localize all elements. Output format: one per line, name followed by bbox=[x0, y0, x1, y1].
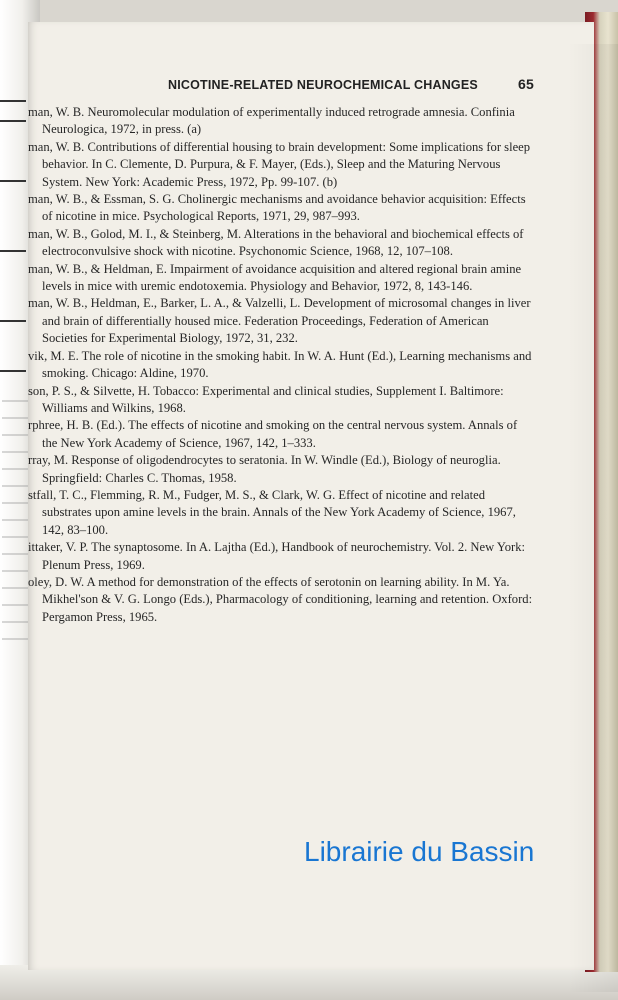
reference-entry: man, W. B. Contributions of differential housing to brain development: Some implications for sleep behavior. In C. Clemente, D. Purpura, & F. Mayer, (Eds.), Sleep and the Maturing Nervous System. New York: Academic Press, 1972, Pp. 99-107. (b) bbox=[28, 139, 531, 189]
reference-entry: man, W. B., & Heldman, E. Impairment of avoidance acquisition and altered regional brain amine levels in mice with uremic endotoxemia. Physiology and Behavior, 1972, 8, 143-146. bbox=[28, 261, 522, 294]
reference-entry: oley, D. W. A method for demonstration of the effects of serotonin on learning ability. In M. Ya. Mikhel'son & V. G. Longo (Eds.), Pharmacology of conditioning, learning and retention. Oxford: Pergamon Press, 1965. bbox=[28, 574, 533, 624]
watermark-text: Librairie du Bassin bbox=[304, 836, 535, 867]
reference-entry: stfall, T. C., Flemming, R. M., Fudger, M. S., & Clark, W. G. Effect of nicotine and related substrates upon amine levels in the brain. Annals of the New York Academy of Science, 1967, 142, 83–100. bbox=[28, 487, 516, 537]
running-title: NICOTINE-RELATED NEUROCHEMICAL CHANGES bbox=[168, 78, 478, 92]
reference-entry: son, P. S., & Silvette, H. Tobacco: Experimental and clinical studies, Supplement I. Baltimore: Williams and Wilkins, 1968. bbox=[28, 383, 504, 415]
reference-entry: ittaker, V. P. The synaptosome. In A. Lajtha (Ed.), Handbook of neurochemistry. Vol. 2. New York: Plenum Press, 1969. bbox=[28, 540, 526, 572]
reference-entry: man, W. B. Neuromolecular modulation of experimentally induced retrograde amnesia. Confinia Neurologica, 1972, in press. (a) bbox=[28, 105, 515, 137]
reference-entry: rphree, H. B. (Ed.). The effects of nicotine and smoking on the central nervous system. Annals of the New York Academy of Science, 1967, 142, 1–333. bbox=[28, 418, 518, 450]
reference-entry: man, W. B., Heldman, E., Barker, L. A., & Valzelli, L. Development of microsomal changes in liver and brain of differentially housed mice. Federation Proceedings, Federation of American Societies for Experimental Biology, 1972, 31, 232. bbox=[28, 296, 531, 346]
page-number: 65 bbox=[518, 76, 534, 92]
reference-entry: man, W. B., Golod, M. I., & Steinberg, M. Alterations in the behavioral and biochemical effects of electroconvulsive shock with nicotine. Psychonomic Science, 1968, 12, 107–108. bbox=[28, 226, 524, 259]
reference-entry: vik, M. E. The role of nicotine in the smoking habit. In W. A. Hunt (Ed.), Learning mechanisms and smoking. Chicago: Aldine, 1970. bbox=[28, 348, 532, 381]
reference-entry: man, W. B., & Essman, S. G. Cholinergic mechanisms and avoidance behavior acquisition: Effects of nicotine in mice. Psychological Reports, 1971, 29, 987–993. bbox=[28, 192, 526, 224]
reference-list bbox=[28, 104, 534, 626]
reference-entry: rray, M. Response of oligodendrocytes to seratonia. In W. Windle (Ed.), Biology of neuroglia. Springfield: Charles C. Thomas, 1958. bbox=[28, 453, 501, 485]
book-page bbox=[28, 22, 594, 970]
table-surface bbox=[0, 965, 618, 1000]
running-header bbox=[168, 76, 534, 92]
